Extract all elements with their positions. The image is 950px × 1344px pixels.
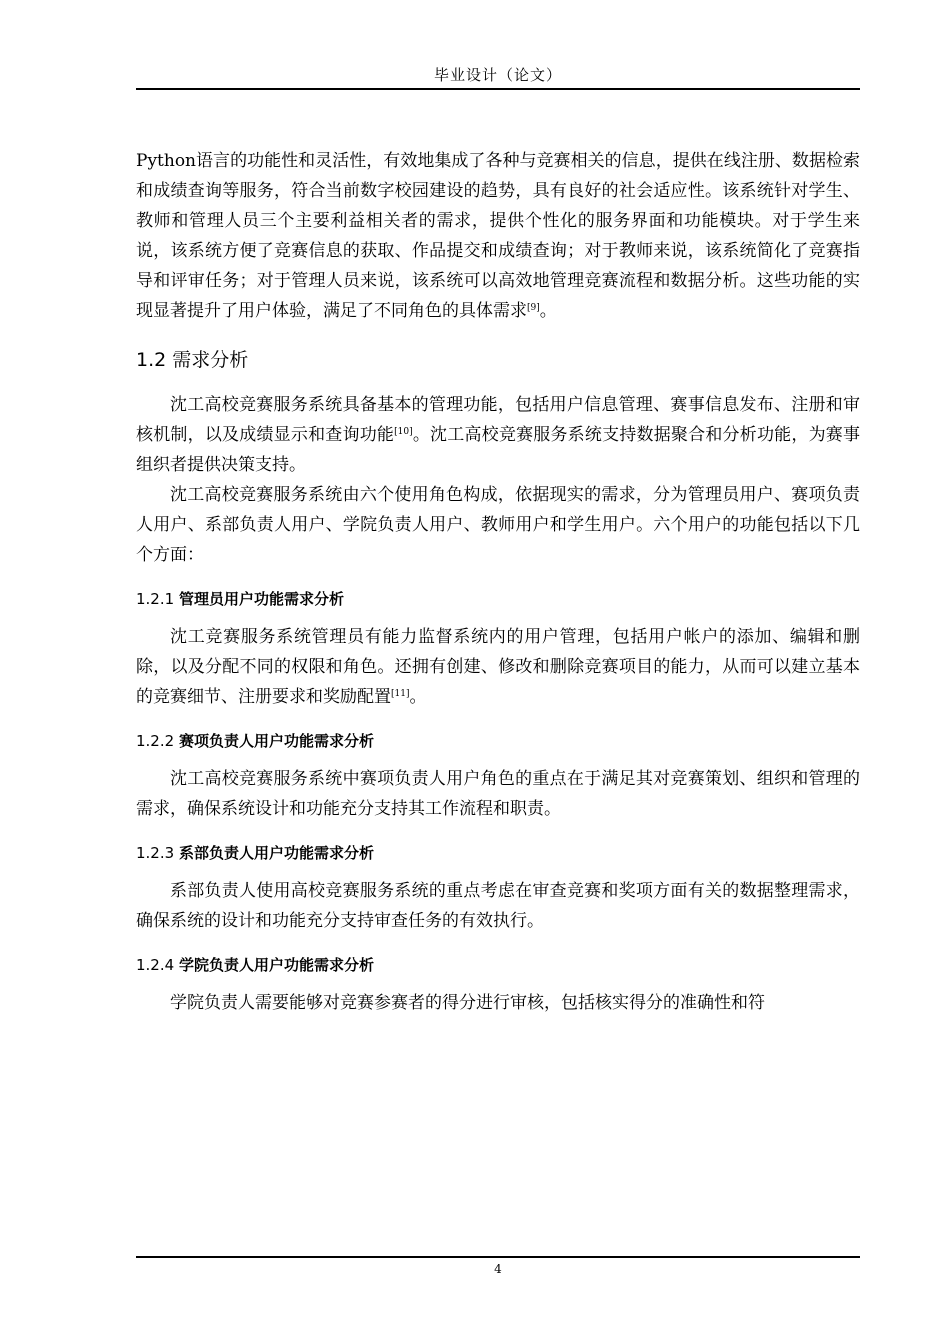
intro-end: 。 bbox=[539, 301, 557, 321]
subsection-title: 赛项负责人用户功能需求分析 bbox=[178, 732, 374, 750]
citation-11: [11] bbox=[391, 689, 410, 699]
header-rule bbox=[136, 88, 860, 90]
subsection-number: 1.2.4 bbox=[136, 956, 175, 974]
subsection-heading-1-2-1 bbox=[136, 584, 860, 614]
section-paragraph-1 bbox=[136, 390, 860, 480]
section-number: 1.2 bbox=[136, 349, 167, 371]
section-paragraph-2: 沈工高校竞赛服务系统由六个使用角色构成，依据现实的需求，分为管理员用户、赛项负责人用户、系部负责人用户、学院负责人用户、教师用户和学生用户。六个用户的功能包括以下几个方面： bbox=[136, 485, 860, 565]
section-title: 需求分析 bbox=[172, 349, 249, 371]
subsection-title: 学院负责人用户功能需求分析 bbox=[178, 956, 374, 974]
subsection-heading-1-2-3 bbox=[136, 838, 860, 868]
subsection-paragraph-1-2-3: 系部负责人使用高校竞赛服务系统的重点考虑在审查竞赛和奖项方面有关的数据整理需求，确保系统的设计和功能充分支持审查任务的有效执行。 bbox=[136, 881, 860, 931]
subsection-title: 系部负责人用户功能需求分析 bbox=[178, 844, 374, 862]
subsection-number: 1.2.2 bbox=[136, 732, 175, 750]
page-number: 4 bbox=[494, 1262, 502, 1276]
intro-paragraph bbox=[136, 146, 860, 326]
citation-9: [9] bbox=[527, 303, 540, 313]
page-body bbox=[136, 146, 860, 1018]
subsection-paragraph-1-2-4: 学院负责人需要能够对竞赛参赛者的得分进行审核，包括核实得分的准确性和符 bbox=[170, 993, 765, 1013]
subsection-heading-1-2-2 bbox=[136, 726, 860, 756]
paragraph-text: 沈工竞赛服务系统管理员有能力监督系统内的用户管理，包括用户帐户的添加、编辑和删除，以及分配不同的权限和角色。还拥有创建、修改和删除竞赛项目的能力，从而可以建立基本的竞赛细节、注册要求和奖励配置 bbox=[136, 627, 860, 707]
citation-10: [10] bbox=[394, 427, 413, 437]
footer-rule bbox=[136, 1256, 860, 1258]
running-header: 毕业设计（论文） bbox=[433, 66, 562, 84]
subsection-paragraph-1-2-2: 沈工高校竞赛服务系统中赛项负责人用户角色的重点在于满足其对竞赛策划、组织和管理的需求，确保系统设计和功能充分支持其工作流程和职责。 bbox=[136, 769, 860, 819]
paragraph-text-end: 。沈工高校竞赛服务系统支持数据聚合和分析功能，为赛事组织者提供决策支持。 bbox=[136, 425, 861, 475]
subsection-heading-1-2-4 bbox=[136, 950, 860, 980]
subsection-title: 管理员用户功能需求分析 bbox=[178, 590, 344, 608]
subsection-paragraph-1-2-1 bbox=[136, 622, 860, 712]
section-heading-1-2 bbox=[136, 344, 860, 376]
intro-text: Python语言的功能性和灵活性，有效地集成了各种与竞赛相关的信息，提供在线注册、数据检索和成绩查询等服务，符合当前数字校园建设的趋势，具有良好的社会适应性。该系统针对学生、教师和管理人员三个主要利益相关者的需求，提供个性化的服务界面和功能模块。对于学生来说，该系统方便了竞赛信息的获取、作品提交和成绩查询；对于教师来说，该系统简化了竞赛指导和评审任务；对于管理人员来说，该系统可以高效地管理竞赛流程和数据分析。这些功能的实现显著提升了用户体验，满足了不同角色的具体需求 bbox=[136, 151, 860, 321]
paragraph-text-end: 。 bbox=[409, 687, 427, 707]
subsection-number: 1.2.3 bbox=[136, 844, 175, 862]
subsection-number: 1.2.1 bbox=[136, 590, 175, 608]
paragraph-text: 沈工高校竞赛服务系统具备基本的管理功能，包括用户信息管理、赛事信息发布、注册和审核机制，以及成绩显示和查询功能 bbox=[136, 395, 860, 445]
